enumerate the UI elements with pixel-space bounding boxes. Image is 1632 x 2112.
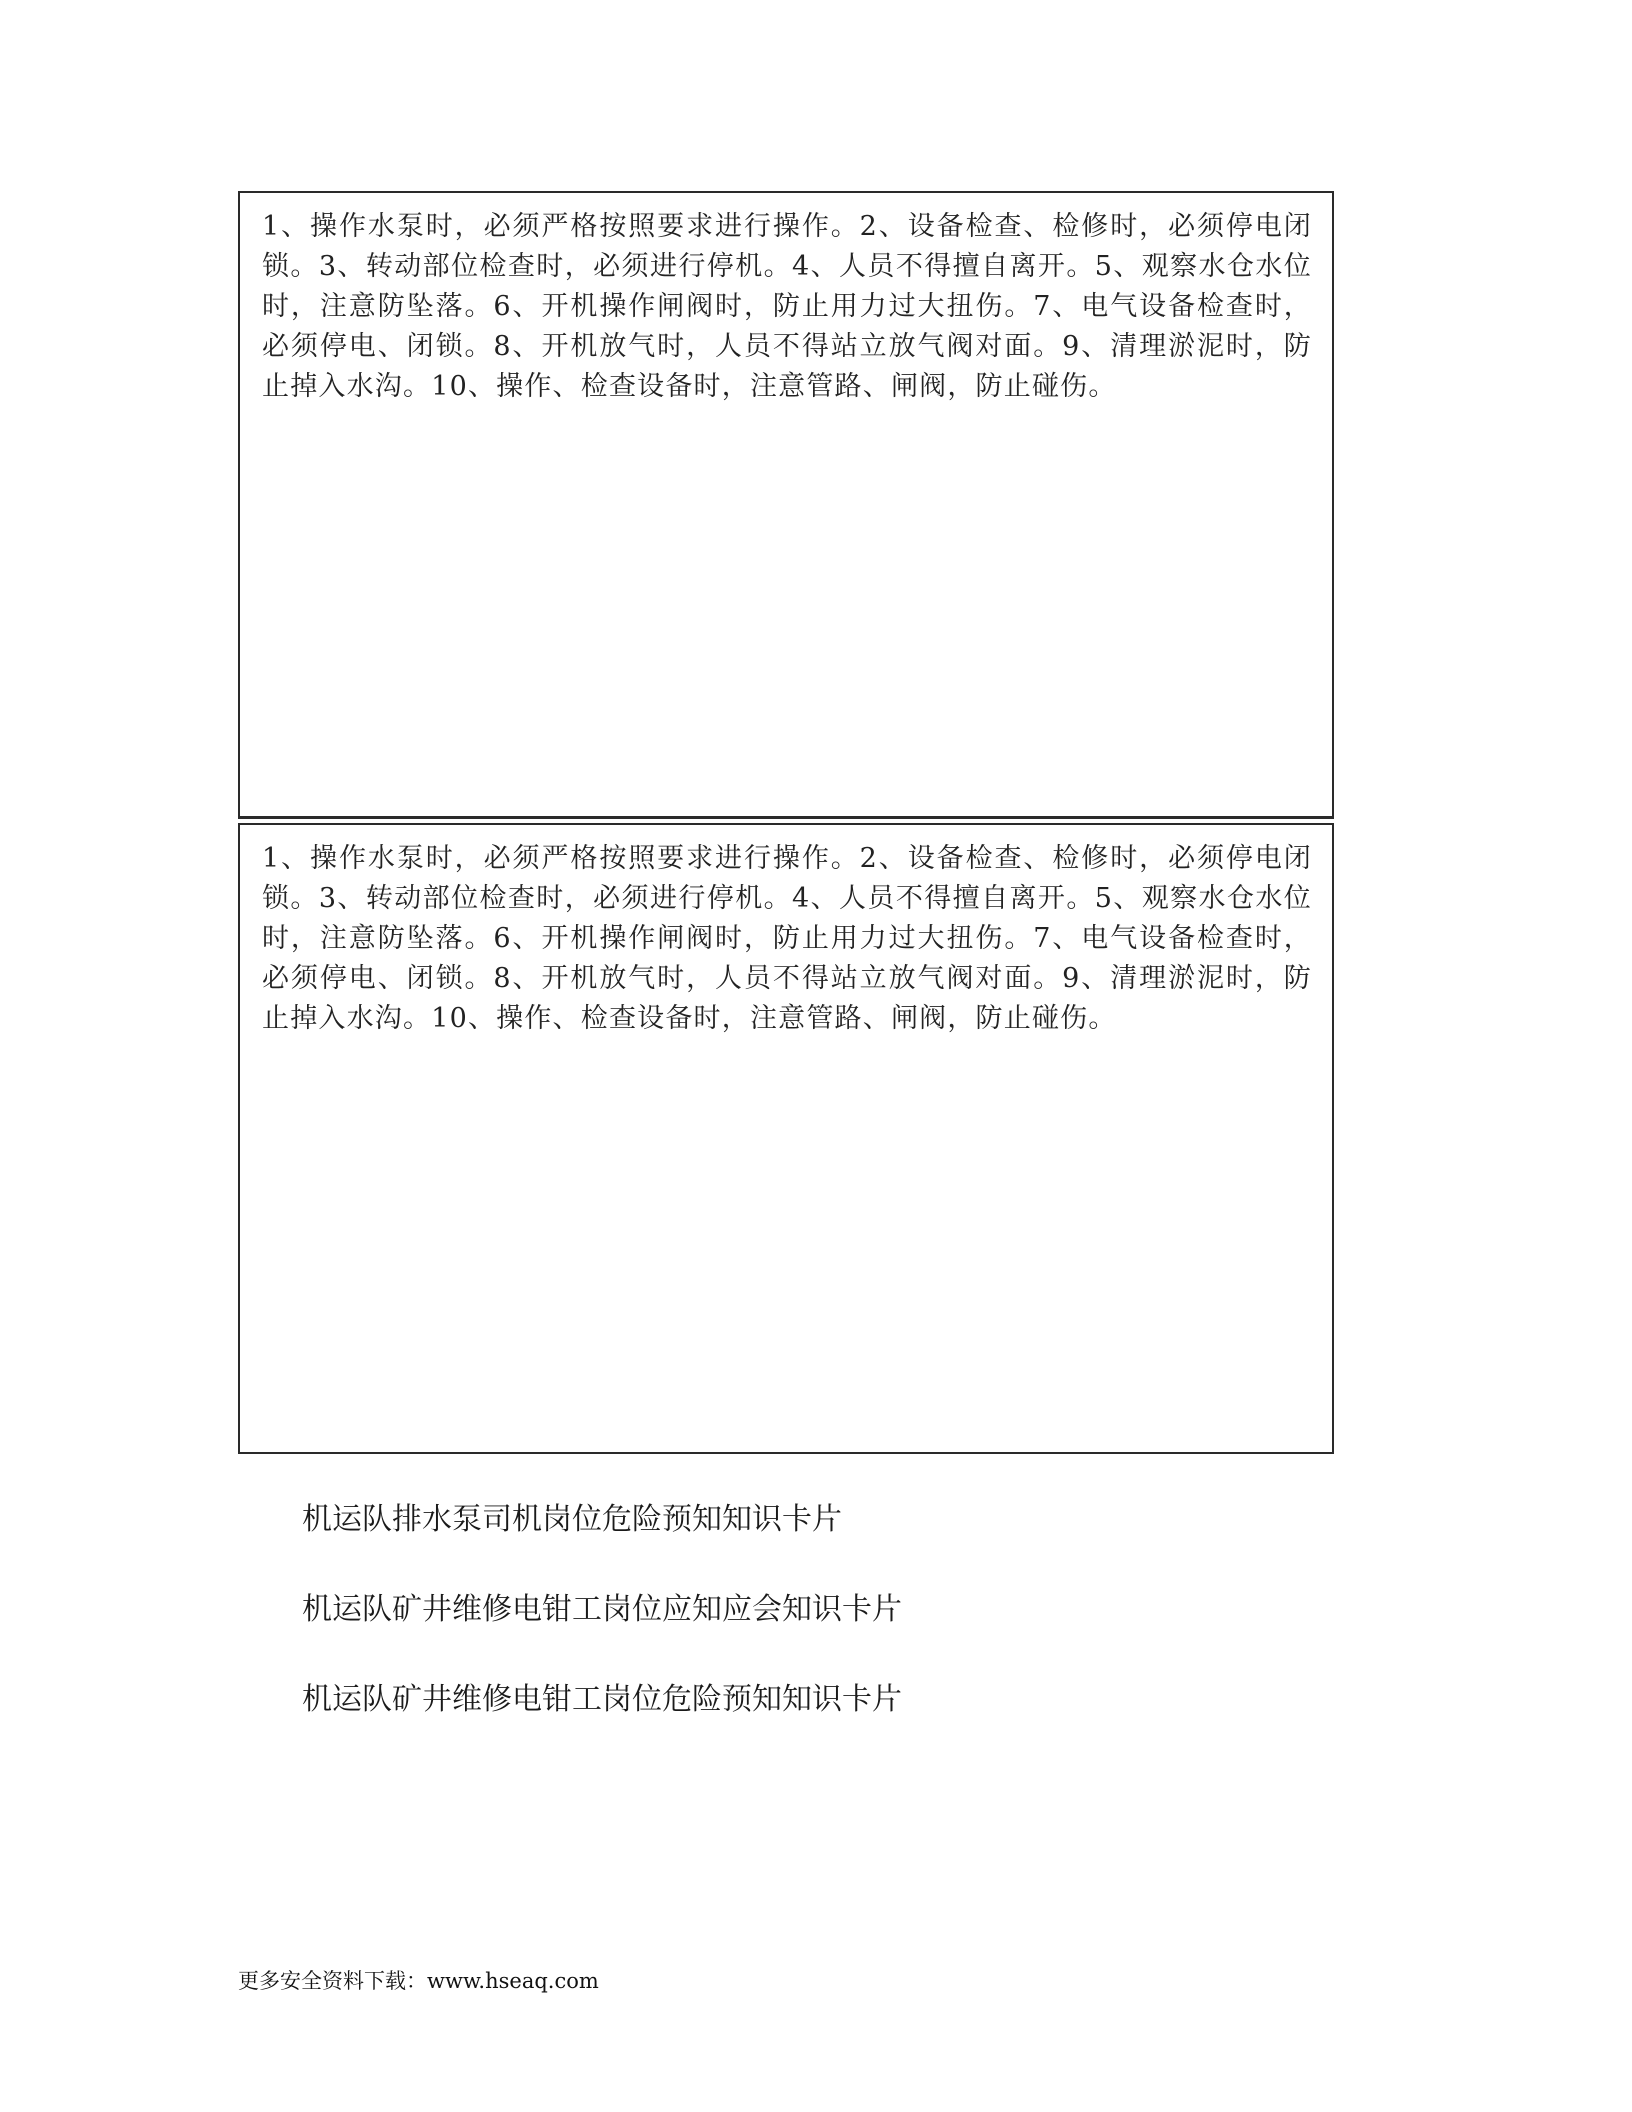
related-document-link[interactable]: 机运队矿井维修电钳工岗位危险预知知识卡片 xyxy=(302,1682,902,1717)
card-divider xyxy=(238,818,1334,819)
hazard-card-1 xyxy=(238,191,1334,818)
page-footer: 更多安全资料下载：www.hseaq.com xyxy=(238,1969,599,1993)
related-document-link[interactable]: 机运队排水泵司机岗位危险预知知识卡片 xyxy=(302,1502,842,1537)
hazard-card-text: 1、操作水泵时，必须严格按照要求进行操作。2、设备检查、检修时，必须停电闭锁。3、转动部位检查时，必须进行停机。4、人员不得擅自离开。5、观察水仓水位时，注意防坠落。6、开机操作闸阀时，防止用力过大扭伤。7、电气设备检查时，必须停电、闭锁。8、开机放气时，人员不得站立放气阀对面。9、清理淤泥时，防止掉入水沟。10、操作、检查设备时，注意管路、闸阀，防止碰伤。 xyxy=(262,211,1312,402)
related-document-link[interactable]: 机运队矿井维修电钳工岗位应知应会知识卡片 xyxy=(302,1592,902,1627)
hazard-card-2 xyxy=(238,823,1334,1454)
hazard-card-text: 1、操作水泵时，必须严格按照要求进行操作。2、设备检查、检修时，必须停电闭锁。3、转动部位检查时，必须进行停机。4、人员不得擅自离开。5、观察水仓水位时，注意防坠落。6、开机操作闸阀时，防止用力过大扭伤。7、电气设备检查时，必须停电、闭锁。8、开机放气时，人员不得站立放气阀对面。9、清理淤泥时，防止掉入水沟。10、操作、检查设备时，注意管路、闸阀，防止碰伤。 xyxy=(262,843,1312,1034)
related-documents-list xyxy=(302,1500,1302,1770)
